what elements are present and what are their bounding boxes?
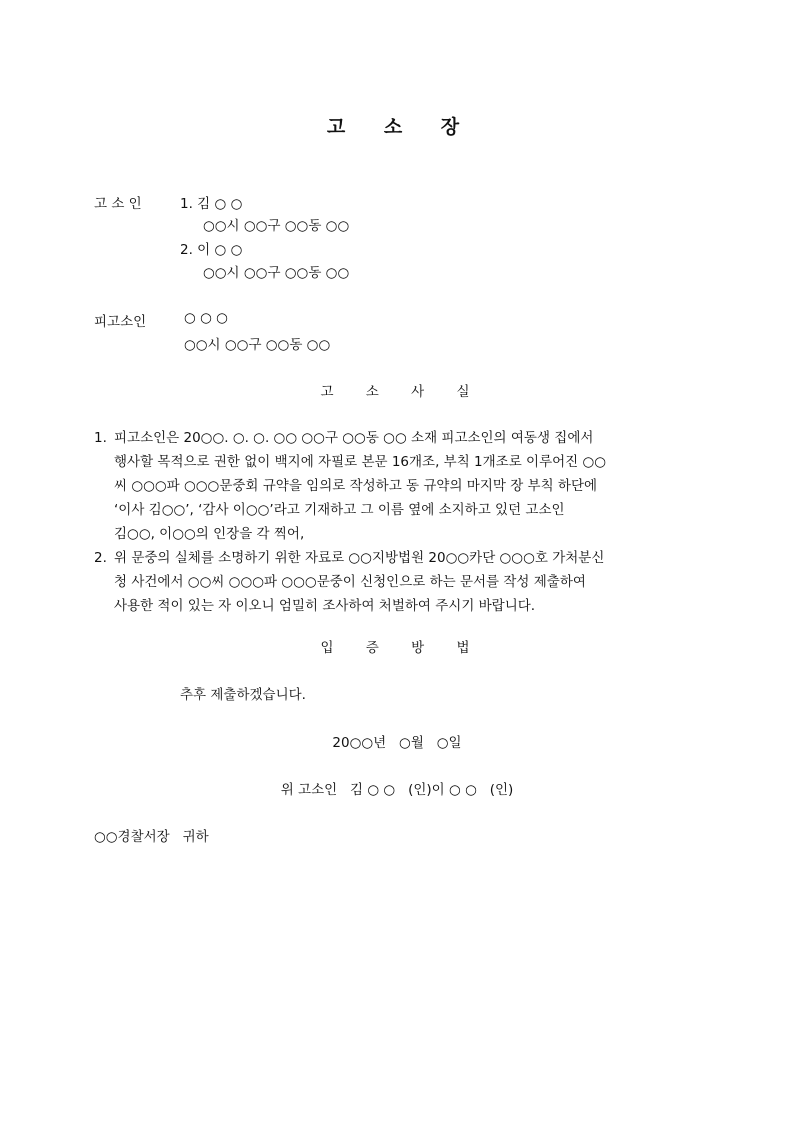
accused-name: ○ ○ ○ [184, 310, 228, 326]
accused-address: ○○시 ○○구 ○○동 ○○ [184, 337, 331, 353]
fact-text: 위 문중의 실체를 소명하기 위한 자료로 ○○지방법원 20○○카단 ○○○호 가처분신 [114, 550, 605, 566]
document-date: 20○○년 ○월 ○일 [332, 735, 462, 751]
fact-line [94, 450, 700, 474]
fact-line [94, 522, 700, 546]
complainant-2-address: ○○시 ○○구 ○○동 ○○ [203, 265, 350, 281]
fact-line [94, 546, 700, 570]
fact-line [94, 498, 700, 522]
complainant-label: 고 소 인 [94, 196, 142, 212]
evidence-heading: 입 증 방 법 [320, 640, 484, 656]
fact-text: 사용한 적이 있는 자 이오니 엄밀히 조사하여 처벌하여 주시기 바랍니다. [114, 598, 536, 614]
facts-heading: 고 소 사 실 [320, 384, 484, 400]
fact-line [94, 426, 700, 450]
evidence-text: 추후 제출하겠습니다. [180, 687, 306, 703]
signature-line: 위 고소인 김 ○ ○ (인)이 ○ ○ (인) [280, 782, 514, 798]
fact-text: 청 사건에서 ○○씨 ○○○파 ○○○문중이 신청인으로 하는 문서를 작성 제출하여 [114, 574, 586, 590]
fact-text: 피고소인은 20○○. ○. ○. ○○ ○○구 ○○동 ○○ 소재 피고소인의 여동생 집에서 [114, 430, 594, 446]
document-title: 고 소 장 [326, 116, 476, 138]
complainant-1-address: ○○시 ○○구 ○○동 ○○ [203, 218, 350, 234]
complainant-1-name: 1. 김 ○ ○ [180, 196, 243, 212]
fact-number: 2. [94, 550, 107, 566]
complainant-2-name: 2. 이 ○ ○ [180, 242, 243, 258]
fact-text: 씨 ○○○파 ○○○문중회 규약을 임의로 작성하고 동 규약의 마지막 장 부칙 하단에 [114, 478, 598, 494]
fact-text: 행사할 목적으로 권한 없이 백지에 자필로 본문 16개조, 부칙 1개조로 이루어진 ○○ [114, 454, 607, 470]
fact-text: 김○○, 이○○의 인장을 각 찍어, [114, 526, 305, 542]
fact-text: ‘이사 김○○’, ‘감사 이○○’라고 기재하고 그 이름 옆에 소지하고 있던 고소인 [114, 502, 565, 518]
accused-label: 피고소인 [94, 314, 147, 330]
fact-line [94, 570, 700, 594]
fact-line [94, 594, 700, 618]
fact-number: 1. [94, 430, 107, 446]
facts-body [94, 426, 700, 618]
recipient: ○○경찰서장 귀하 [94, 829, 209, 845]
fact-line [94, 474, 700, 498]
